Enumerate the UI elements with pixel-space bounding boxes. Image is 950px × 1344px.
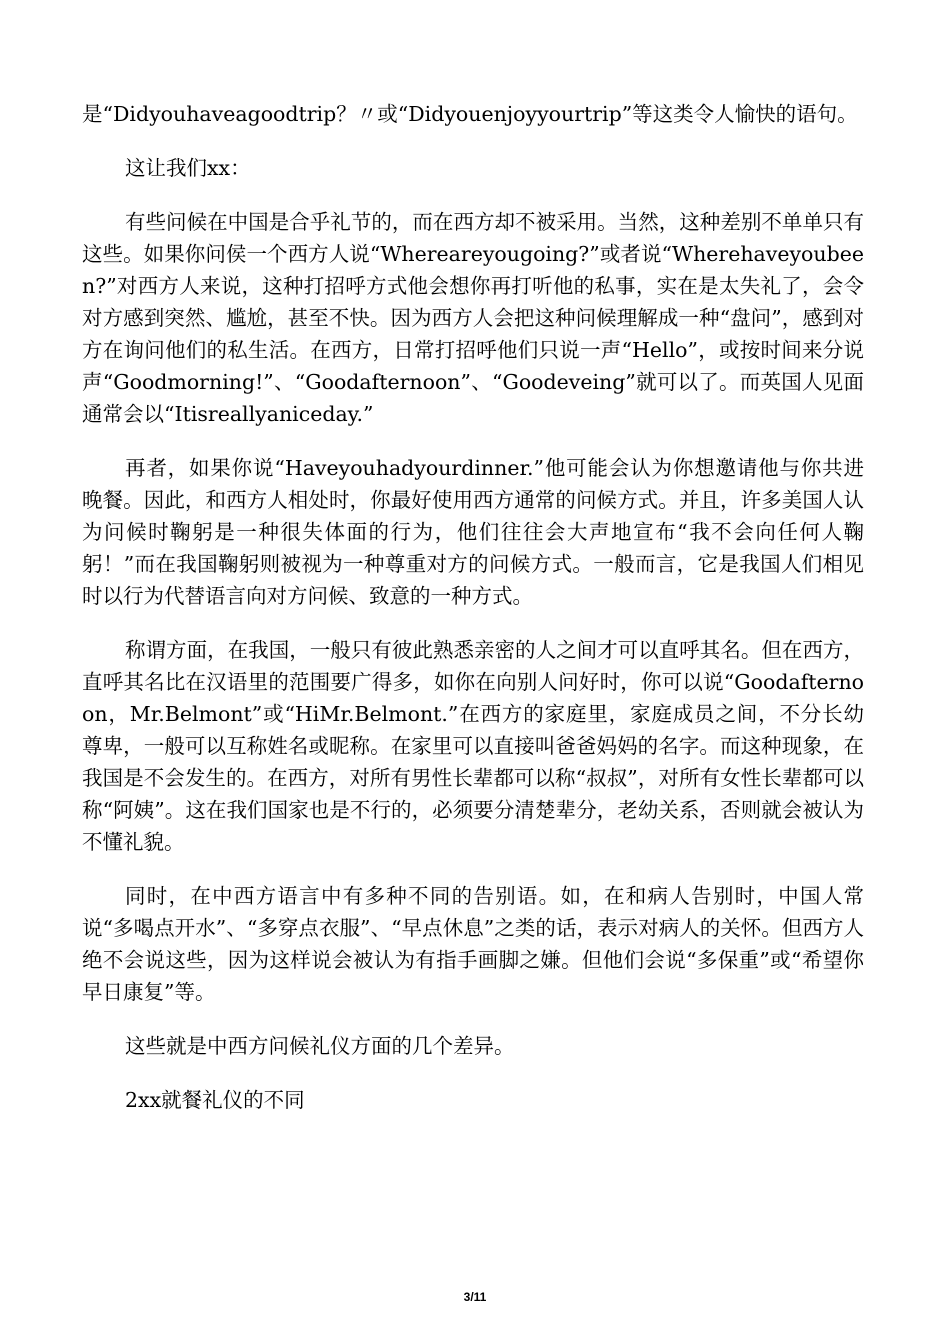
paragraph-intro: 这让我们xx： bbox=[125, 156, 251, 180]
page-number: 3/11 bbox=[463, 1290, 487, 1304]
paragraph-farewells: 同时，在中西方语言中有多种不同的告别语。如，在和病人告别时，中国人常说“多喝点开水”、“多穿点衣服”、“早点休息”之类的话，表示对病人的关怀。但西方人绝不会说这些，因为这样说会被认为有指手画脚之嫌。但他们会说“多保重”或“希望你早日康复”等。 bbox=[82, 884, 864, 1004]
paragraph-summary: 这些就是中西方问候礼仪方面的几个差异。 bbox=[125, 1034, 515, 1058]
section-heading-dining: 2xx就餐礼仪的不同 bbox=[125, 1088, 305, 1112]
paragraph-continuation: 是“Didyouhaveagoodtrip？〃或“Didyouenjoyyourtrip”等这类令人愉快的语句。 bbox=[82, 102, 858, 126]
document-body bbox=[82, 98, 864, 1138]
paragraph-dinner-bowing: 再者，如果你说“Haveyouhadyourdinner.”他可能会认为你想邀请他与你共进晚餐。因此，和西方人相处时，你最好使用西方通常的问候方式。并且，许多美国人认为问候时鞠躬是一种很失体面的行为，他们往往会大声地宣布“我不会向任何人鞠躬！”而在我国鞠躬则被视为一种尊重对方的问候方式。一般而言，它是我国人们相见时以行为代替语言向对方问候、致意的一种方式。 bbox=[82, 456, 864, 608]
paragraph-forms-of-address: 称谓方面，在我国，一般只有彼此熟悉亲密的人之间才可以直呼其名。但在西方，直呼其名比在汉语里的范围要广得多，如你在向别人问好时，你可以说“Goodafternoon，Mr.Belmont”或“HiMr.Belmont.”在西方的家庭里，家庭成员之间，不分长幼尊卑，一般可以互称姓名或昵称。在家里可以直接叫爸爸妈妈的名字。而这种现象，在我国是不会发生的。在西方，对所有男性长辈都可以称“叔叔”，对所有女性长辈都可以称“阿姨”。这在我们国家也是不行的，必须要分清楚辈分，老幼关系，否则就会被认为不懂礼貌。 bbox=[82, 638, 864, 854]
paragraph-greetings: 有些问候在中国是合乎礼节的，而在西方却不被采用。当然，这种差别不单单只有这些。如果你问侯一个西方人说“Whereareyougoing?”或者说“Wherehaveyoubeen?”对西方人来说，这种打招呼方式他会想你再打听他的私事，实在是太失礼了，会令对方感到突然、尴尬，甚至不快。因为西方人会把这种问候理解成一种“盘问”，感到对方在询问他们的私生活。在西方，日常打招呼他们只说一声“Hello”，或按时间来分说声“Goodmorning!”、“Goodafternoon”、“Goodeveing”就可以了。而英国人见面通常会以“Itisreallyaniceday.” bbox=[82, 210, 864, 426]
